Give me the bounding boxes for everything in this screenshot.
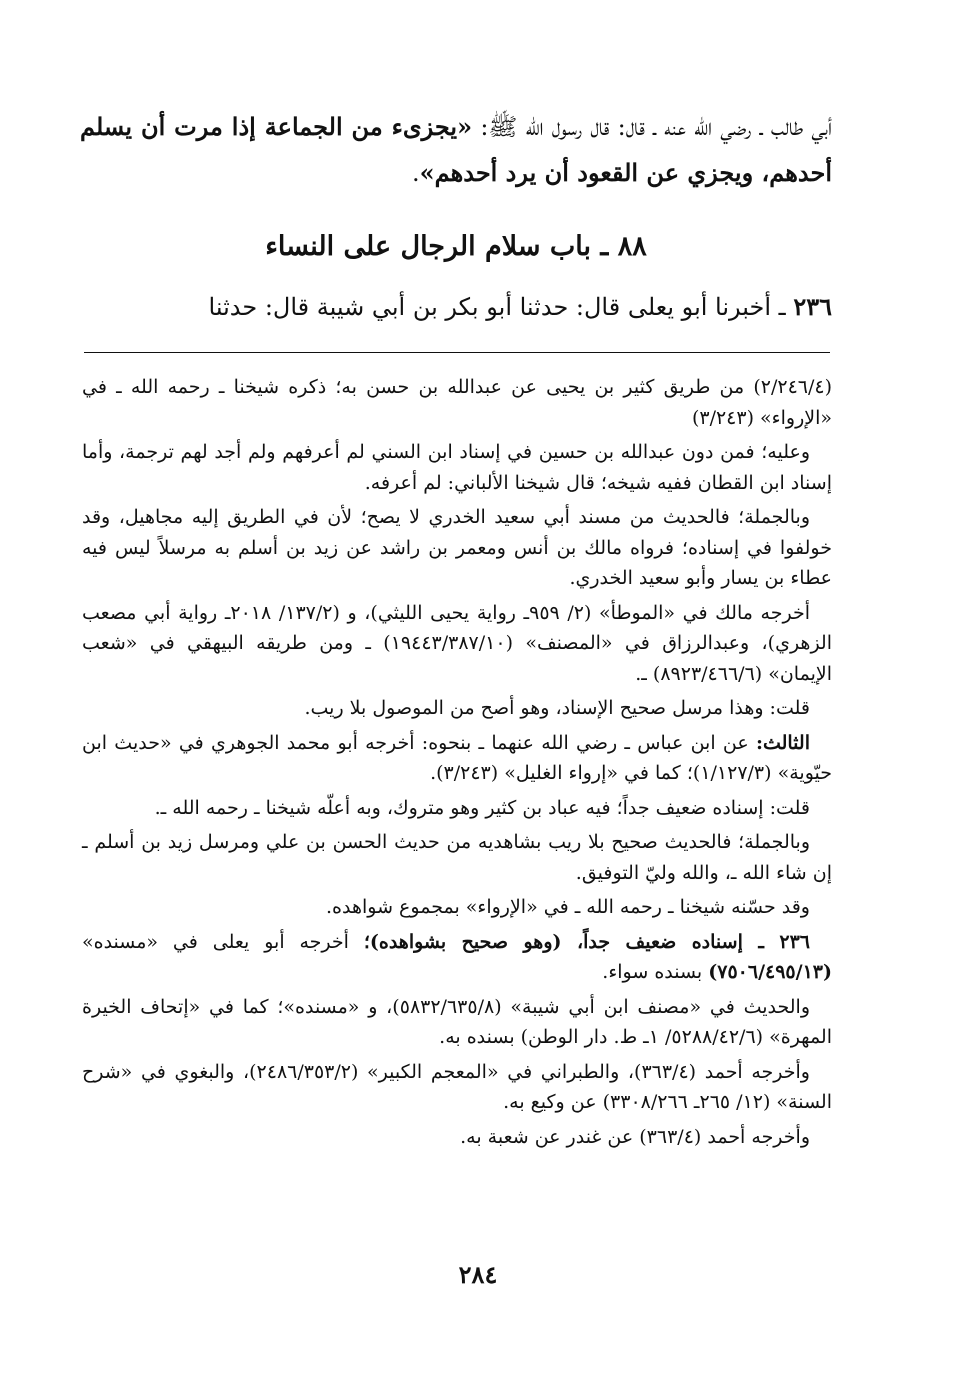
footnote-paragraph-7: قلت: إسناده ضعيف جداً؛ فيه عباد بن كثير وهو متروك، وبه أعلّه شيخنا ـ رحمه الله ـ. bbox=[154, 796, 810, 819]
chapter-title: ٨٨ ـ باب سلام الرجال على النساء bbox=[265, 231, 647, 262]
footnote-paragraph-10 bbox=[82, 927, 832, 988]
page-number: ٢٨٤ bbox=[458, 1260, 498, 1289]
footnote-paragraph-5: قلت: وهذا مرسل صحيح الإسناد، وهو أصح من الموصول بلا ريب. bbox=[304, 697, 810, 719]
footnote-paragraph-9: وقد حسّنه شيخنا ـ رحمه الله ـ في «الإرواء» بمجموع شواهده. bbox=[326, 896, 810, 918]
footnote-divider bbox=[84, 352, 830, 353]
grading-end: بسنده سواء. bbox=[602, 961, 709, 983]
footnote-paragraph-3: وبالجملة؛ فالحديث من مسند أبي سعيد الخدري لا يصح؛ لأن في الطريق إليه مجاهيل، وقد خولفوا في إسناده؛ فرواه مالك بن أنس ومعمر بن راشد عن زيد بن أسلم به مرسلاً ليس فيه عطاء بن يسار وأبو سعيد الخدري. bbox=[82, 506, 832, 589]
grading-text: أخرجه أبو يعلى في «مسنده» bbox=[82, 930, 364, 953]
footnote-paragraph-2: وعليه؛ فمن دون عبدالله بن حسين في إسناد ابن السني لم أعرفهم ولم أجد لهم ترجمة، وأما إسناد ابن القطان ففيه شيخه؛ قال شيخنا الألباني: لم أعرفه. bbox=[82, 441, 832, 494]
footnote-paragraph-6 bbox=[82, 728, 832, 789]
hadith-intro bbox=[80, 284, 832, 330]
main-plain-text: أبي طالب ـ رضي الله عنه ـ قال: قال رسول الله ﷺ: bbox=[472, 113, 832, 141]
third-witness-label: الثالث: bbox=[755, 731, 810, 754]
main-paragraph bbox=[80, 104, 832, 196]
footnote-paragraph-1: (٢/٢٤٦/٤) من طريق كثير بن يحيى عن عبدالله بن حسن به؛ ذكره شيخنا ـ رحمه الله ـ في «الإرواء» (٣/٢٤٣) bbox=[82, 376, 833, 429]
hadith-intro-text: ـ أخبرنا أبو يعلى قال: حدثنا أبو بكر بن أبي شيبة قال: حدثنا bbox=[208, 293, 794, 321]
footnote-paragraph-12: وأخرجه أحمد (٣٦٣/٤)، والطبراني في «المعجم الكبير» (٢٤٨٦/٣٥٣/٢)، والبغوي في «شرح السنة» (١٢/ ٢٦٥ـ ٣٣٠٨/٢٦٦) عن وكيع به. bbox=[82, 1060, 832, 1113]
hadith-number: ٢٣٦ bbox=[793, 292, 832, 321]
footnotes bbox=[82, 372, 832, 1156]
grading-bold: ٢٣٦ ـ إسناده ضعيف جداً، (وهو صحيح بشواهده)؛ bbox=[363, 930, 810, 953]
footnote-paragraph-11: والحديث في «مصنف ابن أبي شيبة» (٥٨٣٢/٦٣٥/٨)، و «مسنده»؛ كما في «إتحاف الخيرة المهرة» (٥٢٨٨/٤٢/٦/ ١ـ ط. دار الوطن) بسنده به. bbox=[82, 995, 832, 1048]
hadith-text: «يجزىء من الجماعة إذا مرت أن يسلم أحدهم، ويجزي عن القعود أن يرد أحدهم» bbox=[80, 112, 832, 187]
footnote-paragraph-4: أخرجه مالك في «الموطأ» (٢/ ٩٥٩ـ رواية يحيى الليثي)، و (١٣٧/٢/ ٢٠١٨ـ رواية أبي مصعب الزهري)، وعبدالرزاق في «المصنف» (١٩٤٤٣/٣٨٧/١٠) ـ ومن طريقه البيهقي في «شعب الإيمان» (٨٩٢٣/٤٦٦/٦) ـ. bbox=[82, 601, 832, 685]
main-end: . bbox=[411, 159, 420, 187]
main-text bbox=[80, 104, 832, 196]
footnote-paragraph-13: وأخرجه أحمد (٣٦٣/٤) عن غندر عن شعبة به. bbox=[460, 1125, 810, 1148]
third-witness-text: عن ابن عباس ـ رضي الله عنهما ـ بنحوه: أخرجه أبو محمد الجوهري في «حديث ابن حيّوية» (١/١٢٧/٣)؛ كما في «إرواء الغليل» (٣/٢٤٣). bbox=[82, 731, 832, 784]
footnote-paragraph-8: وبالجملة؛ فالحديث صحيح بلا ريب بشاهديه من حديث الحسن بن علي ومرسل زيد بن أسلم ـ إن شاء الله ـ، والله وليّ التوفيق. bbox=[82, 831, 832, 884]
grading-reference: (٧٥٠٦/٤٩٥/١٣) bbox=[708, 961, 832, 983]
